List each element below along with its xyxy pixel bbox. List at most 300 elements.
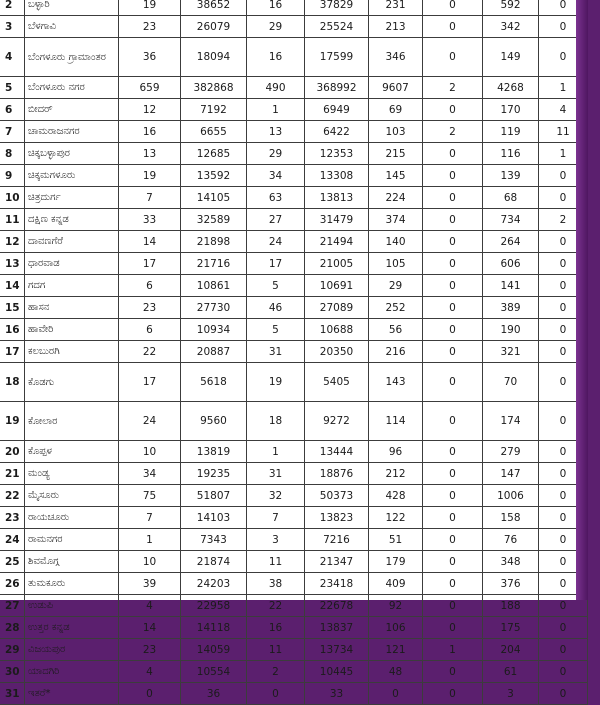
col-5-value: 143 [369,363,423,402]
table-row [0,99,588,121]
col-7-value: 606 [483,253,539,275]
col-8-value: 4 [539,99,588,121]
col-7-value: 188 [483,595,539,617]
col-3-value: 31 [247,463,305,485]
col-4-value: 37829 [305,0,369,16]
col-8-value: 0 [539,551,588,573]
col-6-value: 0 [423,231,483,253]
col-8-value: 0 [539,507,588,529]
col-6-value: 0 [423,165,483,187]
col-5-value: 213 [369,16,423,38]
serial-number: 21 [0,463,25,485]
col-5-value: 122 [369,507,423,529]
serial-number: 27 [0,595,25,617]
col-5-value: 29 [369,275,423,297]
col-1-value: 39 [119,573,181,595]
table-row [0,341,588,363]
col-3-value: 18 [247,402,305,441]
table-row [0,617,588,639]
col-7-value: 61 [483,661,539,683]
col-6-value: 0 [423,253,483,275]
col-8-value: 0 [539,485,588,507]
table-row [0,275,588,297]
table-row [0,402,588,441]
col-1-value: 17 [119,363,181,402]
col-8-value: 0 [539,275,588,297]
col-2-value: 18094 [181,38,247,77]
table-row [0,441,588,463]
col-4-value: 21494 [305,231,369,253]
district-name: ಕಲಬುರಗಿ [25,341,119,363]
col-8-value: 0 [539,661,588,683]
col-6-value: 0 [423,617,483,639]
col-5-value: 48 [369,661,423,683]
col-3-value: 17 [247,253,305,275]
col-3-value: 5 [247,319,305,341]
col-1-value: 659 [119,77,181,99]
col-1-value: 4 [119,661,181,683]
col-3-value: 0 [247,683,305,705]
table-row [0,529,588,551]
col-3-value: 22 [247,595,305,617]
col-5-value: 106 [369,617,423,639]
col-2-value: 22958 [181,595,247,617]
col-3-value: 3 [247,529,305,551]
serial-number: 6 [0,99,25,121]
col-5-value: 121 [369,639,423,661]
col-2-value: 13819 [181,441,247,463]
district-name: ಉಡುಪಿ [25,595,119,617]
col-4-value: 6949 [305,99,369,121]
col-4-value: 5405 [305,363,369,402]
col-8-value: 0 [539,573,588,595]
serial-number: 26 [0,573,25,595]
serial-number: 31 [0,683,25,705]
col-8-value: 0 [539,617,588,639]
col-5-value: 96 [369,441,423,463]
col-5-value: 409 [369,573,423,595]
district-name: ಬೆಳಗಾವಿ [25,16,119,38]
col-8-value: 0 [539,441,588,463]
col-7-value: 1006 [483,485,539,507]
table-row [0,595,588,617]
district-name: ಚಿತ್ರದುರ್ಗ [25,187,119,209]
col-1-value: 34 [119,463,181,485]
col-7-value: 389 [483,297,539,319]
col-2-value: 51807 [181,485,247,507]
col-8-value: 0 [539,187,588,209]
col-4-value: 31479 [305,209,369,231]
col-1-value: 13 [119,143,181,165]
serial-number: 11 [0,209,25,231]
serial-number: 7 [0,121,25,143]
col-7-value: 158 [483,507,539,529]
col-8-value: 0 [539,363,588,402]
col-5-value: 0 [369,683,423,705]
district-name: ಬೀದರ್ [25,99,119,121]
col-5-value: 105 [369,253,423,275]
col-3-value: 1 [247,441,305,463]
col-3-value: 2 [247,661,305,683]
col-7-value: 204 [483,639,539,661]
col-2-value: 19235 [181,463,247,485]
col-7-value: 734 [483,209,539,231]
col-3-value: 11 [247,639,305,661]
col-4-value: 7216 [305,529,369,551]
table-row [0,363,588,402]
col-2-value: 14118 [181,617,247,639]
col-2-value: 32589 [181,209,247,231]
serial-number: 13 [0,253,25,275]
serial-number: 9 [0,165,25,187]
col-1-value: 7 [119,187,181,209]
col-7-value: 147 [483,463,539,485]
table-row [0,639,588,661]
col-7-value: 76 [483,529,539,551]
serial-number: 4 [0,38,25,77]
serial-number: 12 [0,231,25,253]
col-1-value: 23 [119,297,181,319]
col-2-value: 20887 [181,341,247,363]
district-name: ಹಾವೇರಿ [25,319,119,341]
col-5-value: 216 [369,341,423,363]
district-name: ಧಾರವಾಡ [25,253,119,275]
col-1-value: 19 [119,0,181,16]
col-1-value: 75 [119,485,181,507]
table-row [0,319,588,341]
col-6-value: 0 [423,463,483,485]
col-1-value: 24 [119,402,181,441]
col-4-value: 13734 [305,639,369,661]
col-4-value: 13823 [305,507,369,529]
district-name: ದಕ್ಷಿಣ ಕನ್ನಡ [25,209,119,231]
col-8-value: 0 [539,38,588,77]
col-1-value: 10 [119,551,181,573]
district-name: ವಿಜಯಪುರ [25,639,119,661]
serial-number: 15 [0,297,25,319]
col-7-value: 119 [483,121,539,143]
col-2-value: 14059 [181,639,247,661]
col-3-value: 31 [247,341,305,363]
col-1-value: 36 [119,38,181,77]
col-1-value: 23 [119,639,181,661]
col-2-value: 6655 [181,121,247,143]
col-2-value: 21874 [181,551,247,573]
col-1-value: 6 [119,275,181,297]
serial-number: 29 [0,639,25,661]
district-name: ದಾವಣಗೆರೆ [25,231,119,253]
col-5-value: 212 [369,463,423,485]
table-row [0,551,588,573]
table-row [0,143,588,165]
col-3-value: 13 [247,121,305,143]
col-3-value: 27 [247,209,305,231]
col-7-value: 149 [483,38,539,77]
col-8-value: 0 [539,253,588,275]
table-row [0,661,588,683]
col-3-value: 38 [247,573,305,595]
col-8-value: 0 [539,16,588,38]
col-6-value: 1 [423,639,483,661]
serial-number: 20 [0,441,25,463]
col-7-value: 190 [483,319,539,341]
col-1-value: 7 [119,507,181,529]
col-2-value: 5618 [181,363,247,402]
col-3-value: 32 [247,485,305,507]
col-4-value: 10688 [305,319,369,341]
col-3-value: 5 [247,275,305,297]
serial-number: 30 [0,661,25,683]
district-name: ಬೆಂಗಳೂರು ನಗರ [25,77,119,99]
serial-number: 3 [0,16,25,38]
col-7-value: 174 [483,402,539,441]
col-4-value: 13837 [305,617,369,639]
col-6-value: 0 [423,595,483,617]
table-row [0,253,588,275]
col-2-value: 10934 [181,319,247,341]
col-8-value: 0 [539,639,588,661]
col-8-value: 0 [539,341,588,363]
col-1-value: 17 [119,253,181,275]
col-6-value: 0 [423,507,483,529]
col-7-value: 279 [483,441,539,463]
district-name: ಇತರೆ* [25,683,119,705]
table-row [0,77,588,99]
col-7-value: 170 [483,99,539,121]
district-name: ಮಂಡ್ಯ [25,463,119,485]
district-name: ಶಿವಮೊಗ್ಗ [25,551,119,573]
col-7-value: 321 [483,341,539,363]
col-4-value: 20350 [305,341,369,363]
col-4-value: 17599 [305,38,369,77]
col-4-value: 25524 [305,16,369,38]
serial-number: 22 [0,485,25,507]
col-5-value: 179 [369,551,423,573]
serial-number: 25 [0,551,25,573]
col-8-value: 0 [539,595,588,617]
col-7-value: 376 [483,573,539,595]
col-7-value: 141 [483,275,539,297]
col-1-value: 6 [119,319,181,341]
col-6-value: 0 [423,319,483,341]
col-6-value: 0 [423,38,483,77]
col-8-value: 2 [539,209,588,231]
col-7-value: 348 [483,551,539,573]
serial-number: 8 [0,143,25,165]
col-5-value: 252 [369,297,423,319]
col-8-value: 0 [539,683,588,705]
col-3-value: 24 [247,231,305,253]
district-name: ಚಾಮರಾಜನಗರ [25,121,119,143]
col-5-value: 92 [369,595,423,617]
col-6-value: 0 [423,297,483,319]
col-2-value: 14103 [181,507,247,529]
col-1-value: 22 [119,341,181,363]
col-5-value: 346 [369,38,423,77]
col-4-value: 21347 [305,551,369,573]
col-7-value: 68 [483,187,539,209]
col-3-value: 29 [247,16,305,38]
district-name: ಗದಗ [25,275,119,297]
col-6-value: 2 [423,121,483,143]
col-8-value: 0 [539,0,588,16]
col-8-value: 11 [539,121,588,143]
district-name: ಕೊಡಗು [25,363,119,402]
table-row [0,121,588,143]
table-row [0,209,588,231]
col-8-value: 1 [539,77,588,99]
serial-number: 19 [0,402,25,441]
col-4-value: 9272 [305,402,369,441]
purple-border-edge [576,0,588,600]
col-5-value: 56 [369,319,423,341]
col-7-value: 592 [483,0,539,16]
col-2-value: 38652 [181,0,247,16]
district-name: ಮೈಸೂರು [25,485,119,507]
col-2-value: 7343 [181,529,247,551]
col-6-value: 0 [423,402,483,441]
col-4-value: 13444 [305,441,369,463]
col-3-value: 29 [247,143,305,165]
col-8-value: 1 [539,143,588,165]
col-5-value: 103 [369,121,423,143]
col-4-value: 368992 [305,77,369,99]
col-1-value: 19 [119,165,181,187]
col-7-value: 139 [483,165,539,187]
col-6-value: 0 [423,99,483,121]
serial-number: 5 [0,77,25,99]
col-4-value: 50373 [305,485,369,507]
col-5-value: 140 [369,231,423,253]
col-6-value: 0 [423,16,483,38]
col-2-value: 10554 [181,661,247,683]
serial-number: 23 [0,507,25,529]
table-row [0,297,588,319]
col-6-value: 0 [423,0,483,16]
col-4-value: 22678 [305,595,369,617]
col-8-value: 0 [539,319,588,341]
col-3-value: 16 [247,0,305,16]
district-name: ರಾಮನಗರ [25,529,119,551]
col-5-value: 374 [369,209,423,231]
col-2-value: 10861 [181,275,247,297]
table-row [0,573,588,595]
col-2-value: 21898 [181,231,247,253]
col-4-value: 21005 [305,253,369,275]
col-3-value: 1 [247,99,305,121]
col-3-value: 19 [247,363,305,402]
col-1-value: 14 [119,231,181,253]
table-row [0,463,588,485]
col-2-value: 13592 [181,165,247,187]
district-name: ಚಿಕ್ಕಬಳ್ಳಾಪುರ [25,143,119,165]
district-name: ಹಾಸನ [25,297,119,319]
col-3-value: 34 [247,165,305,187]
col-2-value: 26079 [181,16,247,38]
table-row [0,485,588,507]
col-6-value: 0 [423,551,483,573]
col-4-value: 6422 [305,121,369,143]
district-name: ಬಳ್ಳಾರಿ [25,0,119,16]
table-row [0,231,588,253]
col-6-value: 2 [423,77,483,99]
district-name: ಕೊಪ್ಪಳ [25,441,119,463]
serial-number: 14 [0,275,25,297]
col-5-value: 231 [369,0,423,16]
col-6-value: 0 [423,683,483,705]
serial-number: 2 [0,0,25,16]
col-6-value: 0 [423,573,483,595]
col-7-value: 3 [483,683,539,705]
district-name: ಚಿಕ್ಕಮಗಳೂರು [25,165,119,187]
district-name: ರಾಯಚೂರು [25,507,119,529]
col-8-value: 0 [539,297,588,319]
col-4-value: 13308 [305,165,369,187]
col-7-value: 342 [483,16,539,38]
table-row [0,683,588,705]
col-7-value: 175 [483,617,539,639]
col-6-value: 0 [423,661,483,683]
col-3-value: 11 [247,551,305,573]
col-1-value: 12 [119,99,181,121]
serial-number: 10 [0,187,25,209]
col-5-value: 114 [369,402,423,441]
col-2-value: 21716 [181,253,247,275]
col-6-value: 0 [423,275,483,297]
col-6-value: 0 [423,209,483,231]
col-2-value: 27730 [181,297,247,319]
table-row [0,165,588,187]
serial-number: 17 [0,341,25,363]
col-7-value: 4268 [483,77,539,99]
col-2-value: 24203 [181,573,247,595]
table-row [0,187,588,209]
col-7-value: 70 [483,363,539,402]
col-2-value: 14105 [181,187,247,209]
col-8-value: 0 [539,165,588,187]
col-5-value: 9607 [369,77,423,99]
table-row [0,0,588,16]
col-1-value: 10 [119,441,181,463]
col-5-value: 215 [369,143,423,165]
col-2-value: 382868 [181,77,247,99]
col-1-value: 0 [119,683,181,705]
serial-number: 24 [0,529,25,551]
serial-number: 28 [0,617,25,639]
col-2-value: 9560 [181,402,247,441]
district-name: ಕೋಲಾರ [25,402,119,441]
col-8-value: 0 [539,231,588,253]
col-1-value: 1 [119,529,181,551]
serial-number: 18 [0,363,25,402]
col-3-value: 16 [247,617,305,639]
col-6-value: 0 [423,143,483,165]
col-7-value: 264 [483,231,539,253]
col-6-value: 0 [423,187,483,209]
col-4-value: 23418 [305,573,369,595]
col-3-value: 63 [247,187,305,209]
col-1-value: 16 [119,121,181,143]
col-3-value: 46 [247,297,305,319]
col-5-value: 145 [369,165,423,187]
col-2-value: 36 [181,683,247,705]
col-1-value: 23 [119,16,181,38]
col-4-value: 27089 [305,297,369,319]
table-row [0,38,588,77]
col-4-value: 10445 [305,661,369,683]
col-3-value: 490 [247,77,305,99]
col-4-value: 12353 [305,143,369,165]
